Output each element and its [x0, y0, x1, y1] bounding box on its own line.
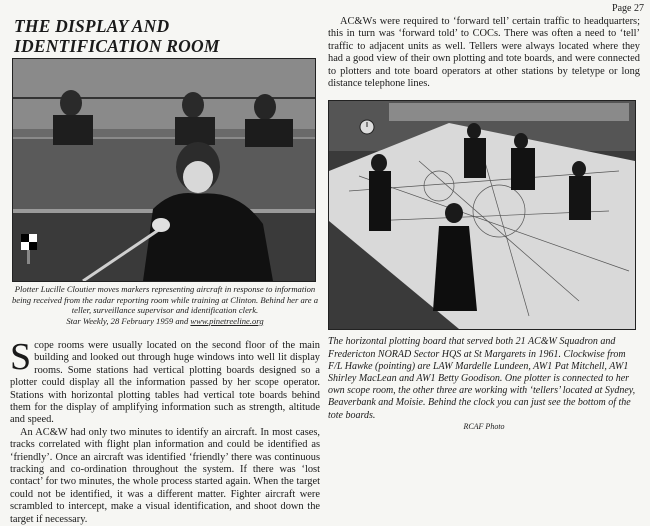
paragraph-1	[10, 336, 320, 427]
left-photo-caption: Plotter Lucille Cloutier moves markers representing aircraft in response to information being received from the radar reporting room while training at Clinton. Behind her are a teller, surveillance supervisor and identification clerk.	[11, 284, 319, 315]
paragraph-2: An AC&W had only two minutes to identify an aircraft. In most cases, tracks correlated with flight plan information and could be identified as ‘friendly’. Once an aircraft was identified ‘friendly’ there was continuous tracking and co-ordination throughout the system. If there was ‘lost contact’ for two minutes, the whole process started again. When the target could not be identified, it was a different matter. Fighter aircraft were scrambled to intercept, make a visual identification, and shoot down the target if necessary.	[10, 426, 320, 525]
section-title: THE DISPLAY AND IDENTIFICATION ROOM	[14, 16, 220, 56]
pinetreeline-link[interactable]: www.pinetreeline.org	[190, 315, 264, 326]
page-number: Page 27	[612, 3, 644, 14]
plotter-photo-image	[13, 59, 315, 281]
plotting-board-photo	[328, 100, 636, 330]
left-photo-credit-source: Star Weekly, 28 February 1959 and	[66, 315, 191, 326]
right-body-text	[328, 16, 640, 90]
left-body-text	[10, 336, 320, 526]
left-photo-credit	[10, 316, 320, 327]
paragraph-3: AC&Ws were required to ‘forward tell’ certain traffic to headquarters; this in turn was ‘forward told’ to COCs. There was often a need to ‘tell’ traffic to adjacent units as well. Tellers were always located where they had a good view of their own plotting and tote boards, and were connected to plotters and tote board operators at other stations by teletype or long distance telephone lines.	[328, 16, 640, 90]
right-photo-credit: RCAF Photo	[463, 421, 505, 431]
right-column	[328, 16, 640, 431]
drop-cap: S	[10, 336, 32, 378]
paragraph-1-text: cope rooms were usually located on the second floor of the main building and looked out through huge windows into well lit display rooms. Some stations had vertical plotting boards designed so a plotter could display all the information passed by her scope operator. Stations with horizontal plotting tables had vertical tote boards behind them for the display of amplifying information such as strength, altitude and speed.	[10, 340, 320, 426]
left-column	[10, 14, 320, 526]
right-photo-caption: The horizontal plotting board that served both 21 AC&W Squadron and Fredericton NORAD Sector HQS at St Margarets in 1961. Clockwise from F/L Hawke (pointing) are LAW Mardelle Lundeen, AW1 Pat Mitchell, AW1 Shirley MacLean and AW1 Betty Goodison. One plotter is connected to her own scope room, the other three are working with ‘tellers’ located at Sydney, Beaverbank and Moisie. Behind the clock you can just see the bottom of the tote boards.	[328, 336, 636, 421]
plotter-photo	[12, 58, 316, 282]
plotting-board-photo-image	[329, 101, 635, 329]
